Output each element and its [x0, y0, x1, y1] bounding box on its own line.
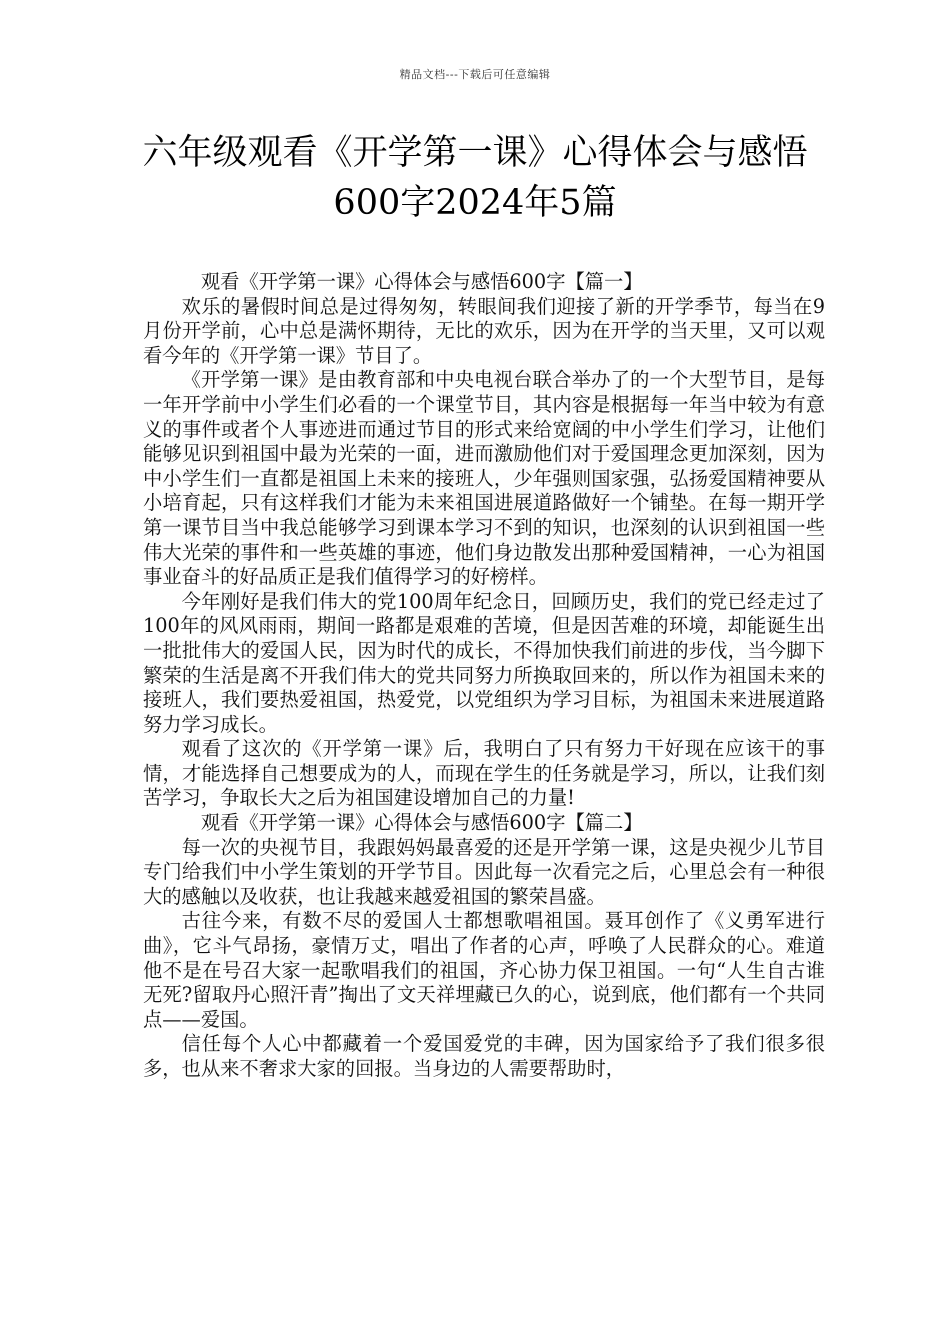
header-note: 精品文档---下载后可任意编辑 — [399, 68, 551, 81]
paragraph: 每一次的央视节目，我跟妈妈最喜爱的还是开学第一课，这是央视少儿节目专门给我们中小学生策划的开学节目。因此每一次看完之后，心里总会有一种很大的感触以及收获，也让我越来越爱祖国的繁荣昌盛。 — [143, 835, 825, 908]
document-body — [143, 270, 825, 1082]
section-heading-2: 观看《开学第一课》心得体会与感悟600字【篇二】 — [200, 811, 643, 835]
document-title: 六年级观看《开学第一课》心得体会与感悟600字2024年5篇 — [142, 133, 808, 223]
paragraph: 今年刚好是我们伟大的党100周年纪念日，回顾历史，我们的党已经走过了100年的风风雨雨，期间一路都是艰难的苦境，但是因苦难的环境，却能诞生出一批批伟大的爱国人民，因为时代的成长，不得加快我们前进的步伐，当今脚下繁荣的生活是离不开我们伟大的党共同努力所换取回来的，所以作为祖国未来的接班人，我们要热爱祖国，热爱党，以党组织为学习目标，为祖国未来进展道路努力学习成长。 — [143, 589, 825, 736]
paragraph: 欢乐的暑假时间总是过得匆匆，转眼间我们迎接了新的开学季节，每当在9月份开学前，心中总是满怀期待，无比的欢乐，因为在开学的当天里，又可以观看今年的《开学第一课》节目了。 — [143, 294, 825, 367]
section-heading-1: 观看《开学第一课》心得体会与感悟600字【篇一】 — [200, 270, 643, 293]
paragraph: 古往今来，有数不尽的爱国人士都想歌唱祖国。聂耳创作了《义勇军进行曲》，它斗气昂扬，豪情万丈，唱出了作者的心声，呼唤了人民群众的心。难道他不是在号召大家一起歌唱我们的祖国，齐心协力保卫祖国。一句“人生自古谁无死?留取丹心照汗青”掏出了文天祥埋藏已久的心，说到底，他们都有一个共同点——爱国。 — [143, 909, 825, 1031]
paragraph: 信任每个人心中都藏着一个爱国爱党的丰碑，因为国家给予了我们很多很多，也从来不奢求大家的回报。当身边的人需要帮助时， — [143, 1032, 825, 1080]
paragraph: 《开学第一课》是由教育部和中央电视台联合举办了的一个大型节目，是每一年开学前中小学生们必看的一个课堂节目，其内容是根据每一年当中较为有意义的事件或者个人事迹进而通过节目的形式来给宽阔的中小学生们学习，让他们能够见识到祖国中最为光荣的一面，进而激励他们对于爱国理念更加深刻，因为中小学生们一直都是祖国上未来的接班人，少年强则国家强，弘扬爱国精神要从小培育起，只有这样我们才能为未来祖国进展道路做好一个铺垫。在每一期开学第一课节目当中我总能够学习到课本学习不到的知识，也深刻的认识到祖国一些伟大光荣的事件和一些英雄的事迹，他们身边散发出那种爱国精神，一心为祖国事业奋斗的好品质正是我们值得学习的好榜样。 — [143, 368, 825, 589]
paragraph: 观看了这次的《开学第一课》后，我明白了只有努力干好现在应该干的事情，才能选择自己想要成为的人，而现在学生的任务就是学习，所以，让我们刻苦学习，争取长大之后为祖国建设增加自己的力量! — [143, 737, 825, 810]
